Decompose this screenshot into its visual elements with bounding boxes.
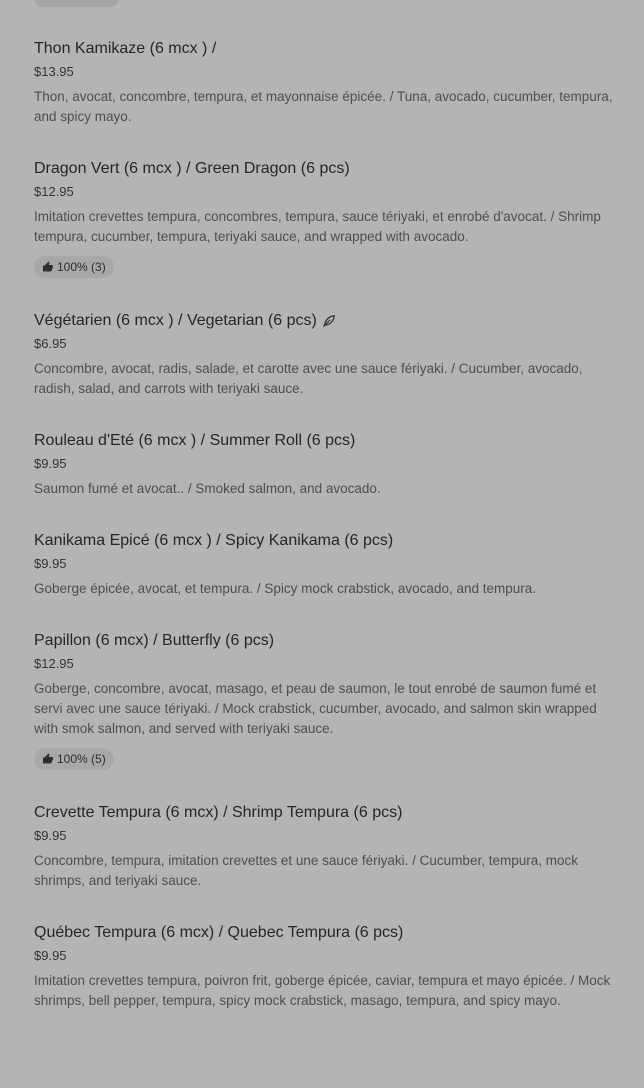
item-description: Concombre, tempura, imitation crevettes et une sauce fériyaki. / Cucumber, tempura, mock shrimps, and teriyaki sauce. bbox=[34, 853, 578, 888]
item-price: $9.95 bbox=[34, 456, 67, 471]
menu-item[interactable] bbox=[34, 311, 618, 399]
item-title-text: Québec Tempura (6 mcx) / Quebec Tempura (6 pcs) bbox=[34, 924, 404, 941]
item-title-text: Thon Kamikaze (6 mcx ) / bbox=[34, 40, 217, 57]
item-title bbox=[34, 39, 618, 59]
item-title-text: Kanikama Epicé (6 mcx ) / Spicy Kanikama (6 pcs) bbox=[34, 532, 394, 549]
item-description: Imitation crevettes tempura, concombres, tempura, sauce tériyaki, et enrobé d'avocat. / Shrimp tempura, cucumber, tempura, teriyaki sauce, and wrapped with avocado. bbox=[34, 209, 601, 244]
item-title-text: Papillon (6 mcx) / Butterfly (6 pcs) bbox=[34, 632, 275, 649]
item-title bbox=[34, 531, 618, 551]
rating-badge bbox=[34, 748, 114, 770]
item-title-text: Végétarien (6 mcx ) / Vegetarian (6 pcs) bbox=[34, 312, 317, 329]
item-price: $9.95 bbox=[34, 556, 67, 571]
menu-item[interactable] bbox=[34, 923, 618, 1011]
item-title-text: Crevette Tempura (6 mcx) / Shrimp Tempura (6 pcs) bbox=[34, 804, 403, 821]
item-description: Goberge épicée, avocat, et tempura. / Spicy mock crabstick, avocado, and tempura. bbox=[34, 581, 537, 596]
rating-badge bbox=[34, 256, 114, 278]
item-description: Goberge, concombre, avocat, masago, et peau de saumon, le tout enrobé de saumon fumé et servi avec une sauce tériyaki. / Mock crabstick, cucumber, avocado, and salmon skin wrapped with smok salmon, and served with teriyaki sauce. bbox=[34, 681, 597, 736]
item-price: $9.95 bbox=[34, 948, 67, 963]
item-title bbox=[34, 159, 618, 179]
thumbs-up-icon bbox=[42, 261, 54, 273]
item-price: $13.95 bbox=[34, 64, 74, 79]
item-title bbox=[34, 923, 618, 943]
item-description: Saumon fumé et avocat.. / Smoked salmon, and avocado. bbox=[34, 481, 381, 496]
item-price: $12.95 bbox=[34, 656, 74, 671]
item-description: Thon, avocat, concombre, tempura, et mayonnaise épicée. / Tuna, avocado, cucumber, tempura, and spicy mayo. bbox=[34, 89, 613, 124]
item-title-text: Dragon Vert (6 mcx ) / Green Dragon (6 pcs) bbox=[34, 160, 350, 177]
leaf-icon bbox=[322, 314, 336, 328]
menu-item[interactable] bbox=[34, 803, 618, 891]
menu-item[interactable] bbox=[34, 631, 618, 770]
thumbs-up-icon bbox=[42, 753, 54, 765]
item-price: $12.95 bbox=[34, 184, 74, 199]
item-price: $9.95 bbox=[34, 828, 67, 843]
item-description: Imitation crevettes tempura, poivron frit, goberge épicée, caviar, tempura et mayo épicée. / Mock shrimps, bell pepper, tempura, spicy mock crabstick, masago, tempura, and spicy mayo. bbox=[34, 973, 611, 1008]
item-title bbox=[34, 311, 618, 331]
item-title bbox=[34, 803, 618, 823]
item-title bbox=[34, 431, 618, 451]
menu-item[interactable] bbox=[34, 159, 618, 278]
item-title bbox=[34, 631, 618, 651]
menu-item[interactable] bbox=[34, 531, 618, 599]
rating-badge-partial bbox=[34, 0, 119, 7]
item-description: Concombre, avocat, radis, salade, et carotte avec une sauce fériyaki. / Cucumber, avocado, radish, salad, and carrots with teriyaki sauce. bbox=[34, 361, 583, 396]
menu-item[interactable] bbox=[34, 431, 618, 499]
item-title-text: Rouleau d'Eté (6 mcx ) / Summer Roll (6 pcs) bbox=[34, 432, 356, 449]
rating-text: 100% (3) bbox=[57, 260, 106, 274]
rating-text: 100% (5) bbox=[57, 752, 106, 766]
menu-item[interactable] bbox=[34, 39, 618, 127]
item-price: $6.95 bbox=[34, 336, 67, 351]
